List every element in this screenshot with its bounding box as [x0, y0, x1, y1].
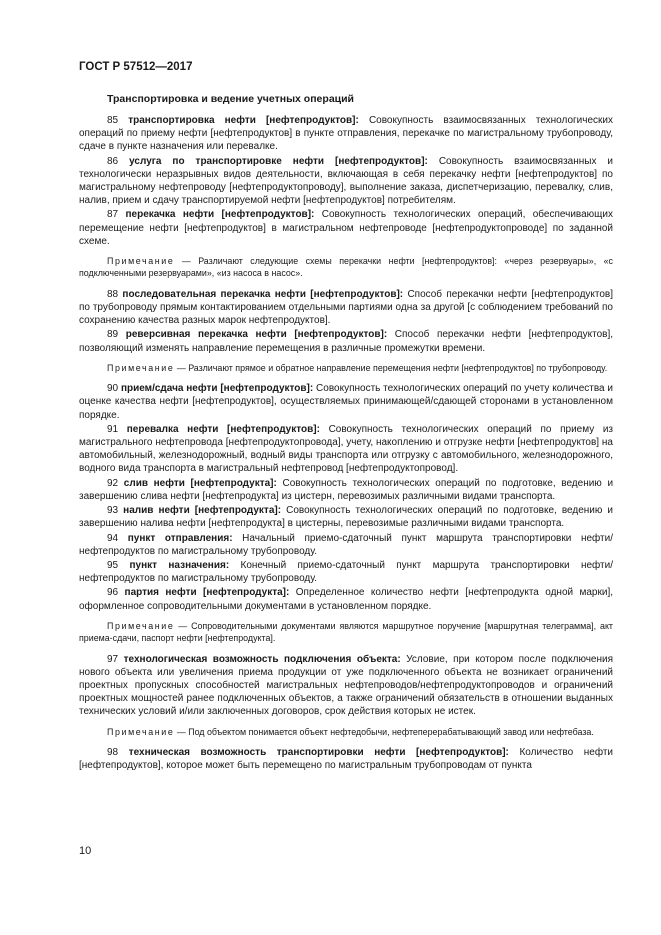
term-89 — [79, 328, 613, 354]
term-90 — [79, 382, 613, 422]
note-text: Различают прямое и обратное направление перемещения нефти [нефтепродуктов] по трубопроводу. — [188, 362, 608, 373]
term-name: техническая возможность транспортировки нефти [нефтепродуктов]: — [128, 746, 509, 758]
term-88 — [79, 288, 613, 328]
note-label: Примечание — [107, 256, 175, 267]
term-number: 91 — [107, 423, 119, 435]
term-number: 94 — [107, 532, 119, 544]
document-header: ГОСТ Р 57512—2017 — [79, 61, 193, 73]
term-definition: Количество нефти [нефтепродуктов], которое может быть перемещено по магистральным трубопроводам от пункта — [79, 746, 614, 772]
note-dash: — — [174, 256, 199, 267]
note-96 — [79, 620, 613, 645]
term-definition: Начальный приемо-сдаточный пункт маршрута транспортировки нефти/нефтепродуктов по магистральному трубопроводу. — [79, 532, 613, 557]
term-98 — [79, 746, 613, 772]
note-97 — [79, 726, 613, 738]
term-name: последовательная перекачка нефти [нефтепродуктов]: — [122, 288, 404, 300]
term-name: реверсивная перекачка нефти [нефтепродуктов]: — [125, 329, 388, 341]
term-definition: Условие, при котором после подключения нового объекта или увеличения приема продукции от уже подключенного объекта не возникает ограничений проектных пропускных способностей магистральных нефтепроводов/нефтепродуктопроводов и ограничений проектных мощностей ранее подключенных объектов, а также ограничений обязательств в отношении выданных технических условий и/или заключенных договоров, срок действия которых не истек. — [79, 653, 614, 718]
term-86 — [79, 155, 613, 208]
note-label: Примечание — [107, 362, 175, 373]
term-85 — [79, 114, 613, 154]
term-name: услуга по транспортировке нефти [нефтепродуктов]: — [129, 155, 428, 167]
document-body — [79, 90, 613, 773]
note-label: Примечание — [107, 620, 175, 631]
note-87 — [79, 255, 613, 280]
term-number: 89 — [107, 329, 119, 341]
term-number: 93 — [107, 505, 119, 517]
term-name: транспортировка нефти [нефтепродуктов]: — [128, 115, 359, 126]
term-name: технологическая возможность подключения объекта: — [123, 653, 401, 665]
term-96 — [79, 586, 613, 612]
term-name: слив нефти [нефтепродукта]: — [123, 477, 277, 489]
term-definition: Конечный приемо-сдаточный пункт маршрута транспортировки нефти/нефтепродуктов по магистральному трубопроводу. — [79, 559, 613, 585]
term-94 — [79, 532, 613, 558]
term-name: налив нефти [нефтепродукта]: — [123, 505, 282, 517]
term-definition: Совокупность технологических операций, обеспечивающих перемещение нефти [нефтепродуктов] в магистральном нефтепроводе [нефтепродуктопроводе] по заданной схеме. — [79, 209, 613, 247]
section-title: Транспортировка и ведение учетных операций — [107, 93, 355, 105]
note-dash: — — [174, 620, 192, 631]
term-87 — [79, 208, 613, 248]
note-dash: — — [174, 362, 189, 373]
term-number: 87 — [107, 209, 119, 221]
term-number: 88 — [107, 288, 119, 300]
note-label: Примечание — [107, 726, 175, 737]
note-text: Сопроводительными документами являются маршрутное поручение [маршрутная телеграмма], акт приема-сдачи, паспорт нефти [нефтепродукта]. — [79, 620, 613, 644]
term-definition: Совокупность технологических операций по учету количества и оценке качества нефти [нефтепродуктов], осуществляемых принимающей/сдающей сторонами в установленном порядке. — [79, 383, 614, 421]
term-number: 92 — [107, 477, 119, 489]
note-text: Под объектом понимается объект нефтедобычи, нефтеперерабатывающий завод или нефтебаза. — [188, 726, 594, 737]
term-97 — [79, 653, 613, 719]
term-name: партия нефти [нефтепродукта]: — [124, 587, 290, 599]
term-number: 90 — [107, 383, 119, 395]
term-name: прием/сдача нефти [нефтепродуктов]: — [120, 383, 314, 395]
term-name: пункт назначения: — [129, 559, 230, 571]
term-number: 96 — [107, 587, 119, 599]
term-95 — [79, 559, 613, 585]
note-89 — [79, 362, 613, 374]
term-number: 95 — [107, 559, 119, 571]
term-name: перекачка нефти [нефтепродуктов]: — [125, 209, 315, 221]
term-92 — [79, 477, 613, 503]
term-definition: Определенное количество нефти [нефтепродукта одной марки], оформленное сопроводительными документами в установленном порядке. — [79, 587, 614, 612]
term-number: 85 — [107, 115, 119, 126]
term-93 — [79, 504, 613, 530]
term-definition: Способ перекачки нефти [нефтепродуктов] по трубопроводу прямым контактированием отдельными партиями одна за другой [с соблюдением требований по сохранению качества разных марок нефтепродуктов]. — [79, 288, 614, 327]
term-name: перевалка нефти [нефтепродуктов]: — [126, 423, 320, 435]
term-definition: Совокупность технологических операций по подготовке, ведению и завершению налива нефти [нефтепродукта] в цистерны, перевозимые различными видами транспорта. — [79, 505, 614, 530]
note-text: Различают следующие схемы перекачки нефти [нефтепродуктов]: «через резервуары», «с подключенными резервуарами», «из насоса в насос». — [79, 256, 613, 279]
term-name: пункт отправления: — [127, 532, 233, 544]
term-number: 86 — [107, 155, 119, 167]
term-number: 97 — [107, 653, 119, 665]
note-dash: — — [174, 726, 189, 737]
page-number: 10 — [79, 845, 92, 857]
term-definition: Способ перекачки нефти [нефтепродуктов], позволяющий изменять направление перемещения в различные промежутки времени. — [79, 329, 614, 354]
term-number: 98 — [107, 746, 119, 758]
term-definition: Совокупность технологических операций по приему из магистрального нефтепровода [нефтепродуктопровода], учету, накоплению и отгрузке нефти [нефтепродуктов] на автомобильный, железнодорожный, водный виды транспорта или отгрузку с автомобильного, железнодорожного, водного вида транспорта в магистральный нефтепровод [нефтепродуктопровод]. — [79, 423, 614, 475]
term-definition: Совокупность взаимосвязанных и технологически неразрывных видов деятельности, включающая в себя перекачку нефти [нефтепродуктов] по магистральному нефтепроводу [нефтепродуктопроводу], выполнение заказа, диспетчеризацию, перевалку, слив, налив, прием и сдачу транспортируемой нефти [нефтепродуктов] потребителям. — [79, 155, 614, 207]
term-definition: Совокупность технологических операций по подготовке, ведению и завершению слива нефти [нефтепродукта] из цистерн, перевозимых различными видами транспорта. — [79, 477, 614, 502]
term-definition: Совокупность взаимосвязанных технологических операций по приему нефти [нефтепродуктов] в пункте отправления, перекачке по магистральному трубопроводу, сдаче в пункте назначения или перевалке. — [79, 115, 613, 153]
term-91 — [79, 423, 613, 476]
